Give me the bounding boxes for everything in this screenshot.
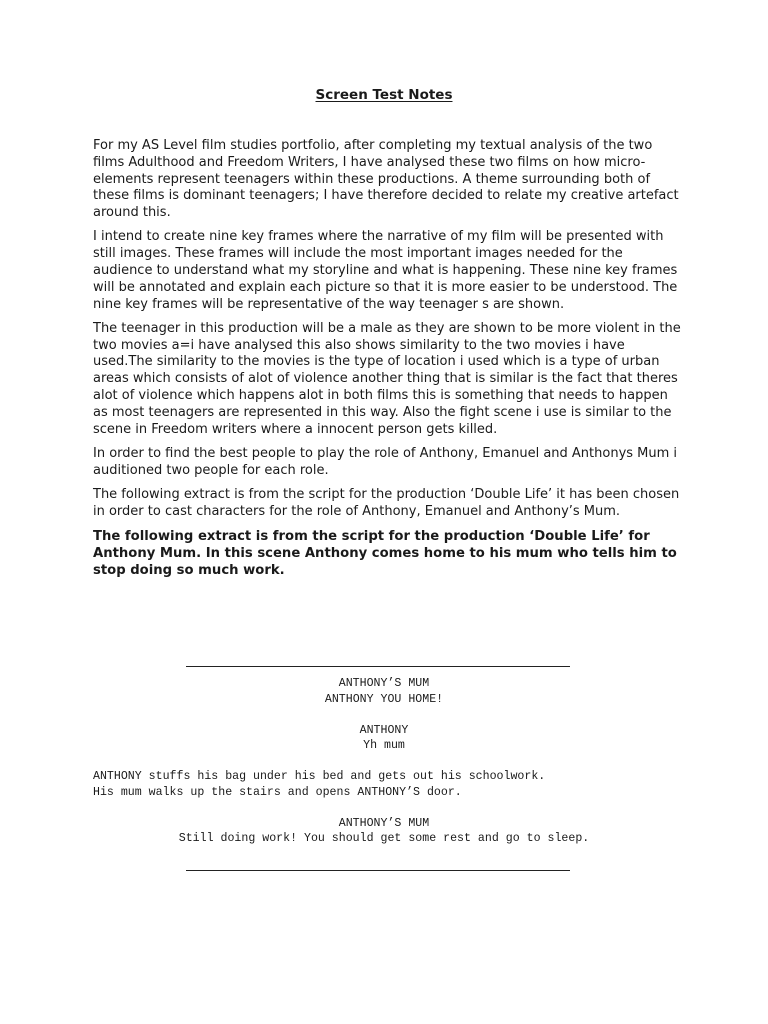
script-bottom-divider <box>186 870 570 871</box>
script-excerpt <box>93 676 675 847</box>
paragraph-auditions: In order to find the best people to play the role of Anthony, Emanuel and Anthonys Mum i auditioned two people for each role. <box>93 445 678 478</box>
script-spacer <box>93 754 675 770</box>
script-dialogue: Still doing work! You should get some rest and go to sleep. <box>178 832 590 845</box>
script-spacer <box>93 707 675 723</box>
script-character-name: ANTHONY <box>359 723 409 737</box>
paragraph-extract-bold: The following extract is from the script for the production ‘Double Life’ for Anthony Mum. In this scene Anthony comes home to his mum who tells him to stop doing so much work. <box>93 528 677 579</box>
paragraph-key-frames: I intend to create nine key frames where the narrative of my film will be presented with still images. These frames will include the most important images needed for the audience to understand what my storyline and what is happening. These nine key frames will be annotated and explain each picture so that it is more easier to be understood. The nine key frames will be representative of the way teenager s are shown. <box>93 229 678 312</box>
script-character-name: ANTHONY’S MUM <box>338 677 430 690</box>
script-top-divider <box>186 666 570 667</box>
script-character-name: ANTHONY’S MUM <box>338 816 430 830</box>
script-action-line: His mum walks up the stairs and opens ANTHONY’S door. <box>93 785 462 799</box>
script-action-line: ANTHONY stuffs his bag under his bed and gets out his schoolwork. <box>93 770 546 783</box>
paragraph-extract: The following extract is from the script for the production ‘Double Life’ it has been chosen in order to cast characters for the role of Anthony, Emanuel and Anthony’s Mum. <box>93 486 680 519</box>
paragraph-teenager: The teenager in this production will be a male as they are shown to be more violent in the two movies a=i have analysed this also shows similarity to the two movies i have used.The similarity to the movies is the type of location i used which is a type of urban areas which consists of alot of violence another thing that is similar is the fact that theres alot of violence which happens alot in both films this is something that needs to happen as most teenagers are represented in this way. Also the fight scene i use is similar to the scene in Freedom writers where a innocent person gets killed. <box>93 320 681 437</box>
script-dialogue: ANTHONY YOU HOME! <box>324 692 444 706</box>
page-title: Screen Test Notes <box>315 87 453 103</box>
script-dialogue: Yh mum <box>363 739 405 752</box>
script-spacer <box>93 800 675 816</box>
paragraph-intro: For my AS Level film studies portfolio, after completing my textual analysis of the two films Adulthood and Freedom Writers, I have analysed these two films on how micro-elements represent teenagers within these productions. A theme surrounding both of these films is dominant teenagers; I have therefore decided to relate my creative artefact around this. <box>93 138 679 221</box>
body-text <box>93 138 683 587</box>
